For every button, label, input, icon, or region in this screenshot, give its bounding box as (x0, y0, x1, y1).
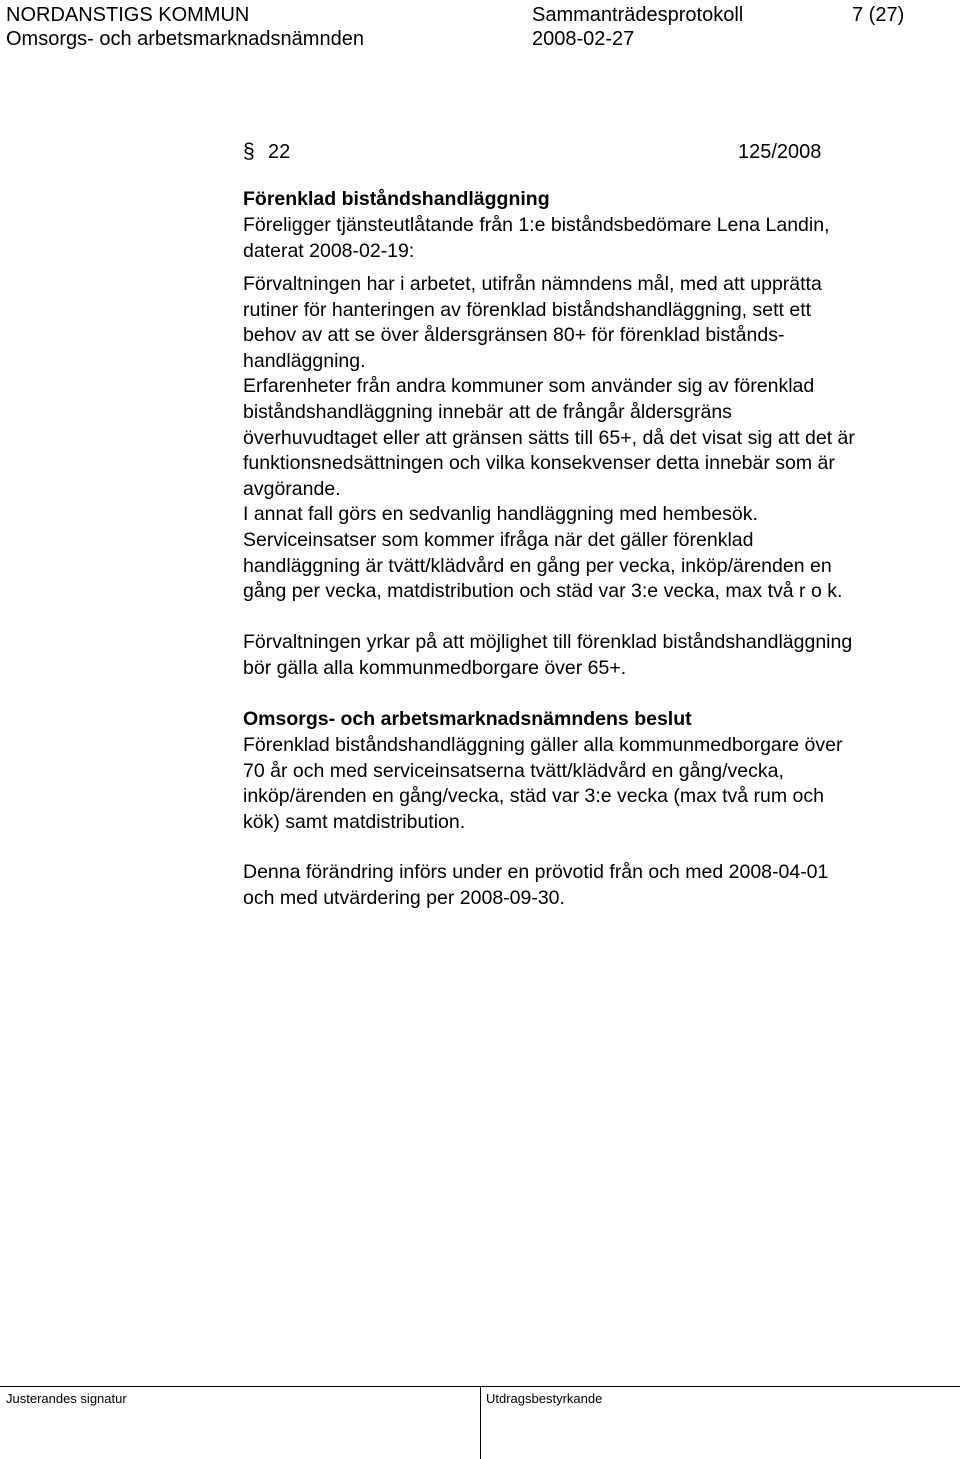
paragraph-line: bör gälla alla kommunmedborgare över 65+. (243, 656, 627, 679)
footer-column-divider (480, 1386, 481, 1459)
paragraph-line: Serviceinsatser som kommer ifråga när det gäller förenklad (243, 528, 754, 551)
section-sign: § (243, 140, 255, 163)
signature-label: Justerandes signatur (6, 1391, 127, 1406)
paragraph-line: behov av att se över åldersgränsen 80+ för förenklad bistånds- (243, 324, 785, 347)
document-type: Sammanträdesprotokoll (532, 4, 744, 26)
paragraph-number: 22 (268, 141, 291, 163)
decision-heading: Omsorgs- och arbetsmarknadsnämndens beslut (243, 708, 692, 730)
decision-line: Förenklad biståndshandläggning gäller alla kommunmedborgare över (243, 734, 843, 756)
intro-line: daterat 2008-02-19: (243, 239, 415, 262)
paragraph-line: funktionsnedsättningen och vilka konsekvenser detta innebär som är (243, 452, 835, 475)
page-number: 7 (27) (852, 4, 905, 26)
diarie-number: 125/2008 (738, 141, 822, 163)
item-title: Förenklad biståndshandläggning (243, 188, 550, 210)
paragraph-line: handläggning är tvätt/klädvård en gång per vecka, inköp/ärenden en (243, 554, 832, 577)
decision-line: kök) samt matdistribution. (243, 810, 466, 833)
paragraph-line: rutiner för hanteringen av förenklad biståndshandläggning, sett ett (243, 298, 812, 321)
trial-period-paragraph (243, 860, 828, 911)
paragraph-line: överhuvudtaget eller att gränsen sätts till 65+, då det visat sig att det är (243, 426, 855, 449)
paragraph-line: Erfarenheter från andra kommuner som använder sig av förenklad (243, 375, 815, 398)
paragraph-line: avgörande. (243, 477, 341, 500)
paragraph-line: och med utvärdering per 2008-09-30. (243, 886, 565, 909)
paragraph-line: Denna förändring införs under en prövotid från och med 2008-04-01 (243, 861, 829, 883)
proposal-paragraph (243, 630, 852, 681)
background-paragraph (243, 272, 855, 605)
paragraph-line: Förvaltningen har i arbetet, utifrån nämndens mål, med att upprätta (243, 273, 822, 295)
paragraph-line: handläggning. (243, 349, 366, 372)
paragraph-line: gång per vecka, matdistribution och städ var 3:e vecka, max två r o k. (243, 580, 843, 603)
intro-line: Föreligger tjänsteutlåtande från 1:e biståndsbedömare Lena Landin, (243, 214, 830, 236)
decision-line: inköp/ärenden en gång/vecka, städ var 3:e vecka (max två rum och (243, 785, 824, 808)
decision-text (243, 733, 842, 835)
certification-label: Utdragsbestyrkande (486, 1391, 603, 1406)
paragraph-line: I annat fall görs en sedvanlig handläggning med hembesök. (243, 503, 758, 526)
paragraph-line: Förvaltningen yrkar på att möjlighet till förenklad biståndshandläggning (243, 631, 853, 653)
intro-text (243, 213, 830, 264)
committee-name: Omsorgs- och arbetsmarknadsnämnden (6, 28, 364, 50)
meeting-date: 2008-02-27 (532, 28, 635, 50)
org-name: NORDANSTIGS KOMMUN (6, 4, 250, 26)
paragraph-line: biståndshandläggning innebär att de frångår åldersgräns (243, 400, 732, 423)
decision-line: 70 år och med serviceinsatserna tvätt/klädvård en gång/vecka, (243, 759, 784, 782)
